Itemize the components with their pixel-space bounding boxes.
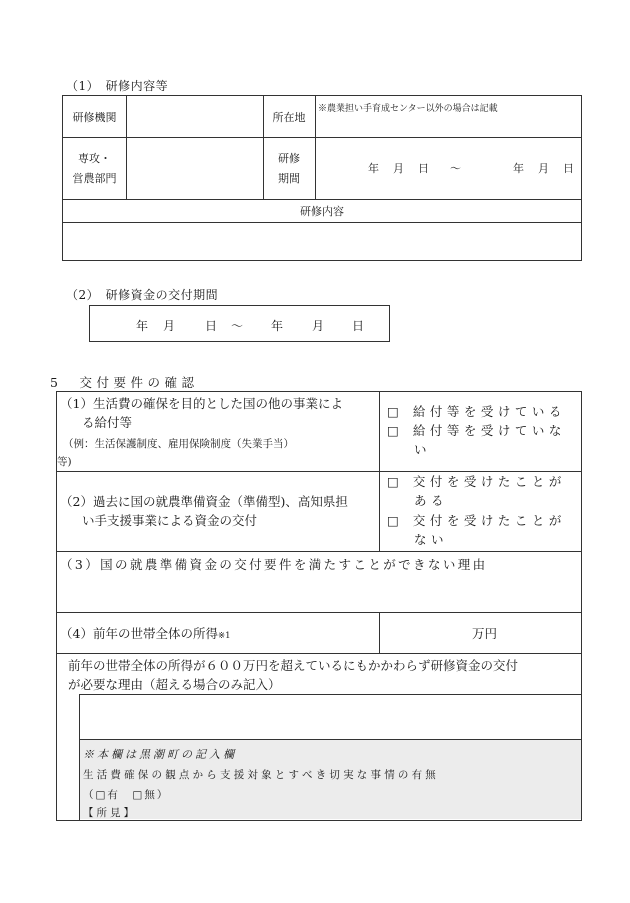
row1-example-line2: 等) — [57, 456, 72, 468]
grant-year-end: 年 — [271, 319, 284, 333]
period-tilde: ～ — [450, 162, 461, 175]
period-month-start: 月 — [393, 162, 404, 175]
row2-label-line2: い手支援事業による資金の交付 — [82, 513, 258, 528]
checkbox-icon[interactable]: □ — [387, 474, 399, 489]
row2-option2[interactable] — [387, 511, 581, 549]
institution-label: 研修機関 — [72, 110, 117, 124]
period-day-end: 日 — [563, 162, 574, 175]
row1-option1-label: 給付等を受けている — [412, 404, 566, 419]
row2-option1[interactable] — [387, 472, 581, 510]
office-choices[interactable]: （□有 □無） — [83, 789, 170, 801]
major-field[interactable] — [127, 138, 263, 199]
row4-note-mark: ※1 — [217, 631, 231, 641]
divider — [57, 653, 581, 654]
eligibility-table — [56, 391, 582, 821]
major-label — [63, 138, 126, 199]
location-label: 所在地 — [272, 110, 306, 124]
row1-example — [57, 435, 379, 471]
checkbox-icon[interactable]: □ — [387, 423, 399, 438]
divider — [57, 551, 581, 552]
grant-month-start: 月 — [163, 319, 176, 333]
grant-month-end: 月 — [312, 319, 325, 333]
row5-field[interactable] — [80, 695, 581, 739]
row5-field-box — [79, 694, 581, 820]
office-heading: ※本欄は黒潮町の記入欄 — [83, 748, 237, 761]
training-content-table — [62, 95, 582, 261]
grant-tilde: ～ — [231, 319, 244, 333]
section-2-title: （2） 研修資金の交付期間 — [66, 288, 219, 302]
period-year-end: 年 — [513, 162, 524, 175]
location-note: ※農業担い手育成センター以外の場合は記載 — [318, 104, 498, 114]
row2-option2-label: 交付を受けたことが — [412, 513, 566, 528]
row2-option1-label: 交付を受けたことが — [412, 474, 566, 489]
row5-label-line1: 前年の世帯全体の所得が６００万円を超えているにもかかわらず研修資金の交付 — [68, 658, 519, 673]
row2-label-line1: （2）過去に国の就農準備資金（準備型)、高知県担 — [60, 494, 348, 509]
period-month-end: 月 — [538, 162, 549, 175]
content-label: 研修内容 — [300, 205, 344, 218]
row2-label — [60, 492, 378, 530]
row1-label-line2: る給付等 — [82, 415, 133, 430]
row4-label-text: （4）前年の世帯全体の所得 — [60, 626, 218, 641]
divider — [379, 392, 380, 551]
row4-unit: 万円 — [472, 626, 498, 641]
period-label — [263, 138, 315, 199]
row3-field[interactable] — [57, 576, 581, 612]
row2-option2-label-cont: ない — [414, 532, 449, 547]
row5-label — [68, 656, 578, 694]
major-label-line2: 営農部門 — [72, 171, 117, 185]
row3-label: （3）国の就農準備資金の交付要件を満たすことができない理由 — [60, 557, 488, 572]
row4-income-field[interactable] — [380, 613, 581, 653]
location-field[interactable] — [316, 96, 581, 137]
section-1-title: （1） 研修内容等 — [66, 79, 169, 93]
row1-label — [60, 394, 378, 432]
row1-option1[interactable] — [387, 402, 581, 421]
grant-day-end: 日 — [352, 319, 365, 333]
checkbox-icon[interactable]: □ — [387, 513, 399, 528]
section-5-title: 5 交付要件の確認 — [50, 375, 199, 390]
period-label-line1: 研修 — [278, 151, 300, 165]
row4-label — [60, 624, 378, 646]
row1-option2[interactable] — [387, 421, 581, 459]
office-use-area — [80, 740, 581, 819]
row1-option2-label-cont: い — [414, 442, 432, 457]
grant-day-start: 日 — [205, 319, 218, 333]
major-label-line1: 専攻・ — [78, 151, 111, 165]
period-label-line2: 期間 — [278, 171, 300, 185]
period-year-start: 年 — [368, 162, 379, 175]
grant-year-start: 年 — [136, 319, 149, 333]
row1-example-line1: （例：生活保護制度、雇用保険制度（失業手当） — [63, 438, 294, 450]
period-day-start: 日 — [418, 162, 429, 175]
office-opinion: 【所見】 — [83, 807, 137, 819]
institution-field[interactable] — [127, 96, 263, 137]
grant-period-field[interactable] — [89, 305, 390, 342]
content-field[interactable] — [63, 223, 581, 260]
row1-option2-label: 給付等を受けていな — [412, 423, 566, 438]
row2-option1-label-cont: ある — [414, 493, 449, 508]
row1-label-line1: （1）生活費の確保を目的とした国の他の事業によ — [60, 396, 343, 411]
office-line: 生活費確保の観点から支援対象とすべき切実な事情の有無 — [83, 769, 439, 781]
row5-label-line2: が必要な理由（超える場合のみ記入） — [68, 677, 281, 692]
period-field[interactable] — [316, 138, 581, 199]
checkbox-icon[interactable]: □ — [387, 404, 399, 419]
